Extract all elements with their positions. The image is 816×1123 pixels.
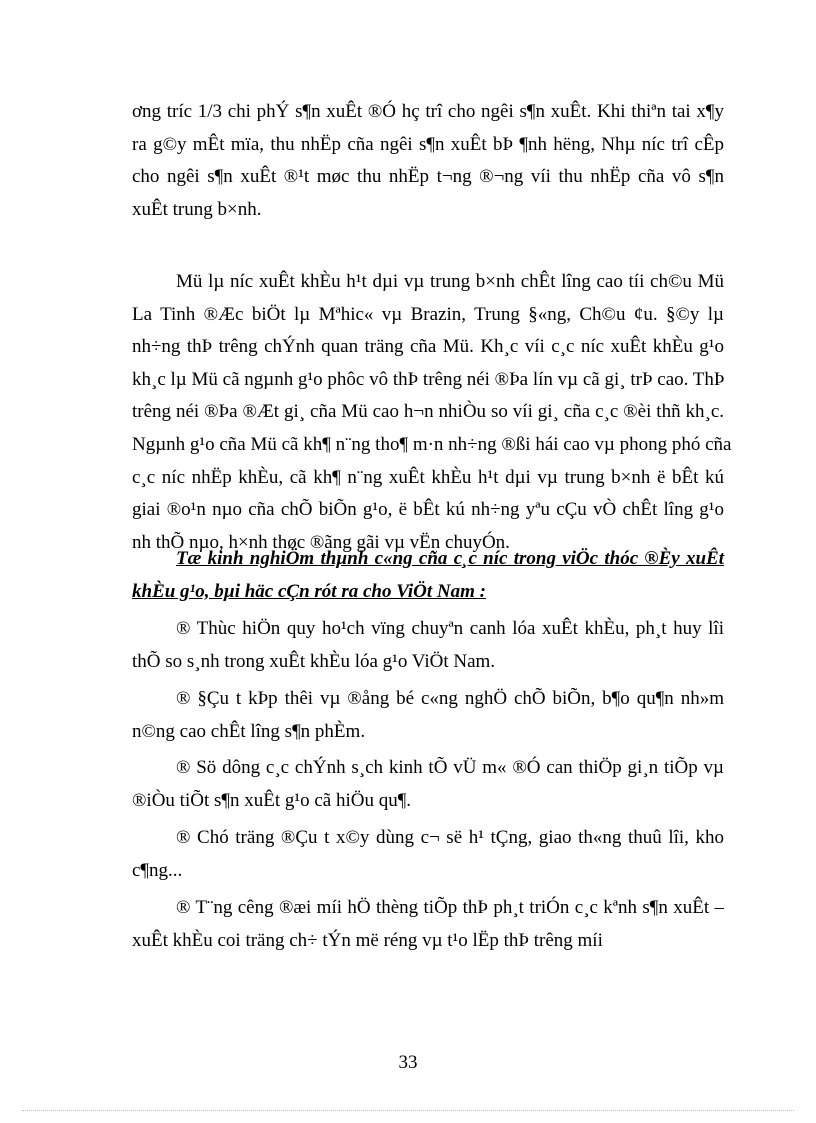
bullet-line: ® Sö dông c¸c chÝnh s¸ch kinh tÕ vÜ m« ®Ó can thiÖp gi¸n tiÕp vµ	[176, 757, 724, 778]
heading-line: khÈu g¹o, bµi häc cÇn rót ra cho ViÖt Nam :	[132, 580, 486, 602]
paragraph-line: cho ngêi s¶n xuÊt ®¹t møc thu nhËp t¬ng ®¬ng víi thu nhËp cña vô s¶n	[132, 166, 724, 188]
bullet-item	[132, 892, 724, 957]
paragraph-line: trêng néi ®Þa ®Æt gi¸ cña Mü cao h¬n nhiÒu so víi gi¸ cña c¸c ®èi thñ kh¸c.	[132, 401, 724, 423]
bullet-item	[132, 683, 724, 748]
bullet-line: ® Thùc hiÖn quy ho¹ch vïng chuyªn canh lóa xuÊt khÈu, ph¸t huy lîi	[176, 618, 724, 639]
bullet-line: ®iÒu tiÕt s¶n xuÊt g¹o cã hiÖu qu¶.	[132, 789, 412, 811]
page-number: 33	[398, 1052, 418, 1073]
paragraph-line: kh¸c lµ Mü cã ngµnh g¹o phôc vô thÞ trêng néi ®Þa lín vµ cã gi¸ trÞ cao. ThÞ	[132, 368, 725, 390]
paragraph-line: nh thÕ nµo, h×nh thøc ®ãng gãi vµ vËn chuyÓn.	[132, 531, 510, 553]
bullet-line: ® Chó träng ®Çu t x©y dùng c¬ së h¹ tÇng, giao th«ng thuû lîi, kho	[176, 827, 724, 848]
section-heading	[132, 543, 724, 608]
bullet-item	[132, 752, 724, 817]
bullet-line: ® T¨ng cêng ®æi míi hÖ thèng tiÕp thÞ ph¸t triÓn c¸c kªnh s¶n xuÊt –	[176, 897, 724, 918]
bullet-line: n©ng cao chÊt lîng s¶n phÈm.	[132, 720, 366, 742]
paragraph-line: c¸c níc nhËp khÈu, cã kh¶ n¨ng xuÊt khÈu h¹t dµi vµ trung b×nh ë bÊt kú	[132, 466, 724, 488]
paragraph-line: Ngµnh g¹o cña Mü cã kh¶ n¨ng tho¶ m·n nh÷ng ®ßi hái cao vµ phong phó cña	[132, 433, 732, 455]
bullet-line: ® §Çu t kÞp thêi vµ ®ång bé c«ng nghÖ chÕ biÕn, b¶o qu¶n nh»m	[176, 688, 724, 709]
paragraph-line: xuÊt trung b×nh.	[132, 198, 262, 220]
paragraph-line: ra g©y mÊt mïa, thu nhËp cña ngêi s¶n xuÊt bÞ ¶nh hëng, Nhµ níc trî cÊp	[132, 133, 724, 155]
bullet-line: thÕ so s¸nh trong xuÊt khÈu lóa g¹o ViÖt Nam.	[132, 650, 496, 672]
bullet-line: c¶ng...	[132, 859, 183, 881]
paragraph-line: Mü lµ níc xuÊt khÈu h¹t dµi vµ trung b×nh chÊt lîng cao tíi ch©u Mü	[176, 271, 724, 292]
paragraph-2	[132, 266, 732, 559]
paragraph-1	[132, 96, 724, 226]
bullet-item	[132, 613, 724, 678]
heading-line: Tæ kinh nghiÖm thµnh c«ng cña c¸c níc trong viÖc thóc ®Èy xuÊt	[176, 548, 724, 569]
paragraph-line: ơng tríc 1/3 chi phÝ s¶n xuÊt ®Ó hç trî cho ngêi s¶n xuÊt. Khi thiªn tai x¶y	[132, 101, 724, 122]
paragraph-line: giai ®o¹n nµo cña chÕ biÕn g¹o, ë bÊt kú nh÷ng yªu cÇu vÒ chÊt lîng g¹o	[132, 499, 724, 521]
paragraph-line: nh÷ng thÞ trêng chÝnh quan träng cña Mü. Kh¸c víi c¸c níc xuÊt khÈu g¹o	[132, 336, 724, 358]
paragraph-line: La Tinh ®Æc biÖt lµ Mªhic« vµ Brazin, Trung §«ng, Ch©u ¢u. §©y lµ	[132, 303, 724, 325]
bullet-item	[132, 822, 724, 887]
page-bottom-divider	[22, 1110, 794, 1111]
bullet-line: xuÊt khÈu coi träng ch÷ tÝn më réng vµ t¹o lËp thÞ trêng míi	[132, 929, 603, 951]
